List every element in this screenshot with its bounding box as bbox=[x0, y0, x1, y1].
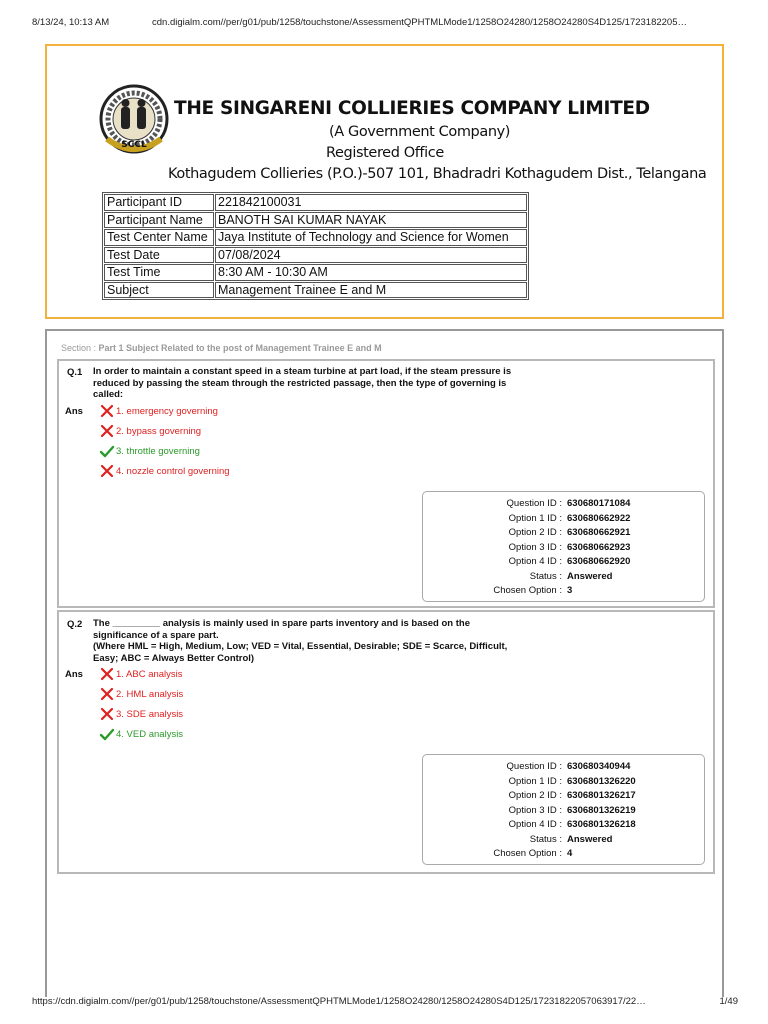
subject-label: Subject bbox=[104, 282, 214, 299]
question-panel-1 bbox=[57, 359, 715, 608]
option-2 bbox=[99, 687, 183, 701]
test-center-value: Jaya Institute of Technology and Science for Women bbox=[215, 229, 527, 246]
test-date-label: Test Date bbox=[104, 247, 214, 264]
option-text: 2. HML analysis bbox=[116, 688, 184, 700]
option-3 bbox=[99, 707, 183, 721]
option-text: 3. SDE analysis bbox=[116, 708, 184, 720]
table-row bbox=[104, 247, 527, 264]
option-text: 4. nozzle control governing bbox=[116, 465, 230, 477]
cross-icon bbox=[99, 424, 115, 438]
sccl-logo-icon bbox=[99, 79, 169, 165]
option-text: 4. VED analysis bbox=[116, 728, 184, 740]
print-footer bbox=[0, 996, 768, 1010]
table-row bbox=[104, 194, 527, 211]
participant-name-label: Participant Name bbox=[104, 212, 214, 229]
company-name: THE SINGARENI COLLIERIES COMPANY LIMITED bbox=[174, 98, 650, 119]
option-4 bbox=[99, 727, 183, 741]
test-time-label: Test Time bbox=[104, 264, 214, 281]
table-row bbox=[104, 212, 527, 229]
ans-label: Ans bbox=[65, 669, 83, 680]
option-2 bbox=[99, 424, 201, 438]
question-text-note: (Where HML = High, Medium, Low; VED = Vital, Essential, Desirable; SDE = Scarce, Difficult, Easy; ABC = Always Better Control) bbox=[93, 641, 508, 664]
option-3 bbox=[99, 444, 200, 458]
option-1 bbox=[99, 404, 218, 418]
company-subtitle: (A Government Company) bbox=[329, 124, 511, 140]
cross-icon bbox=[99, 404, 115, 418]
section-label: Section : bbox=[61, 343, 99, 353]
cross-icon bbox=[99, 707, 115, 721]
questions-container bbox=[45, 329, 724, 997]
option-text: 3. throttle governing bbox=[116, 445, 200, 457]
test-center-label: Test Center Name bbox=[104, 229, 214, 246]
question-meta-box: Question ID : 630680171084 Option 1 ID : 630680662922 Option 2 ID : 630680662921 Option 3 ID : 630680662923 Option 4 ID : 630680662920 Status : Answered Chosen Option : 3 bbox=[422, 491, 705, 602]
company-header-card bbox=[45, 44, 724, 319]
section-name: Part 1 Subject Related to the post of Management Trainee E and M bbox=[98, 343, 382, 353]
option-1 bbox=[99, 667, 183, 681]
cross-icon bbox=[99, 687, 115, 701]
option-text: 2. bypass governing bbox=[116, 425, 202, 437]
company-office: Registered Office bbox=[326, 145, 444, 161]
question-text-line: The _________ analysis is mainly used in spare parts inventory and is based on the significance of a spare part. bbox=[93, 618, 470, 641]
page-number: 1/49 bbox=[719, 996, 738, 1007]
table-row bbox=[104, 264, 527, 281]
print-datetime: 8/13/24, 10:13 AM bbox=[32, 17, 110, 28]
check-icon bbox=[99, 444, 115, 458]
company-address: Kothagudem Collieries (P.O.)-507 101, Bhadradri Kothagudem Dist., Telangana bbox=[168, 166, 707, 182]
option-text: 1. emergency governing bbox=[116, 405, 218, 417]
question-panel-2 bbox=[57, 610, 715, 874]
option-text: 1. ABC analysis bbox=[116, 668, 183, 680]
question-text bbox=[93, 618, 513, 664]
question-text: In order to maintain a constant speed in a steam turbine at part load, if the steam pressure is reduced by passing the steam through the restricted passage, then the type of governing is called: bbox=[93, 366, 512, 400]
question-number: Q.2 bbox=[67, 619, 83, 630]
question-number: Q.1 bbox=[67, 367, 83, 378]
question-meta-box: Question ID : 630680340944 Option 1 ID : 6306801326220 Option 2 ID : 6306801326217 Option 3 ID : 6306801326219 Option 4 ID : 6306801326218 Status : Answered Chosen Option : 4 bbox=[422, 754, 705, 865]
print-header bbox=[0, 17, 768, 31]
participant-name-value: BANOTH SAI KUMAR NAYAK bbox=[215, 212, 527, 229]
cross-icon bbox=[99, 464, 115, 478]
participant-id-label: Participant ID bbox=[104, 194, 214, 211]
print-url: cdn.digialm.com//per/g01/pub/1258/touchstone/AssessmentQPHTMLMode1/1258O24280/1258O24280S4D125/1723182205… bbox=[152, 17, 687, 28]
subject-value: Management Trainee E and M bbox=[215, 282, 527, 299]
section-heading bbox=[61, 343, 382, 353]
table-row bbox=[104, 282, 527, 299]
table-row bbox=[104, 229, 527, 246]
test-time-value: 8:30 AM - 10:30 AM bbox=[215, 264, 527, 281]
sccl-logo-text: SCCL bbox=[121, 140, 147, 150]
participant-id-value: 221842100031 bbox=[215, 194, 527, 211]
test-date-value: 07/08/2024 bbox=[215, 247, 527, 264]
ans-label: Ans bbox=[65, 406, 83, 417]
participant-info-table bbox=[102, 192, 529, 300]
cross-icon bbox=[99, 667, 115, 681]
option-4 bbox=[99, 464, 230, 478]
check-icon bbox=[99, 727, 115, 741]
print-footer-url: https://cdn.digialm.com//per/g01/pub/1258/touchstone/AssessmentQPHTMLMode1/1258O24280/1258O24280S4D125/17231822057063917/22… bbox=[32, 996, 646, 1007]
